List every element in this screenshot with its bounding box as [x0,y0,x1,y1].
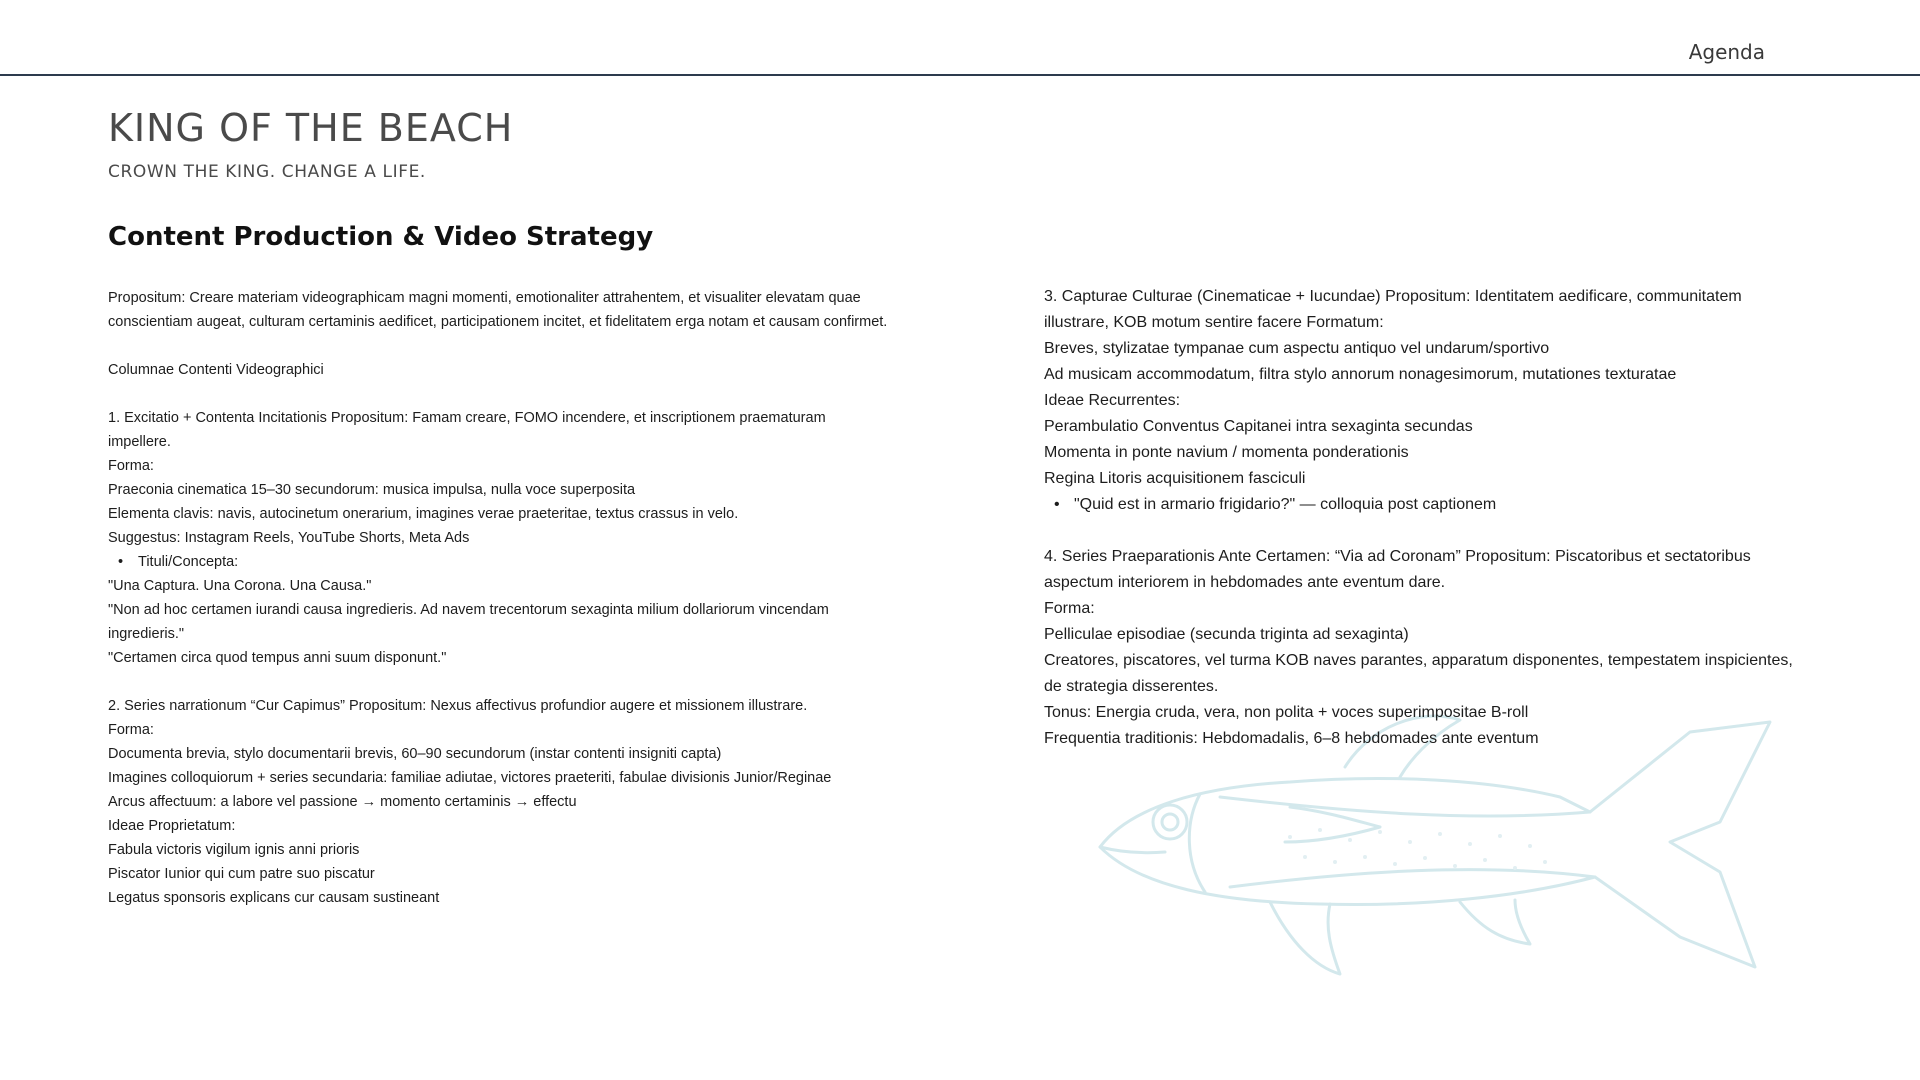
agenda-link[interactable]: Agenda [1688,40,1765,64]
pillar-1-format-label: Forma: [108,458,154,474]
left-column [108,286,888,910]
pillar-3-format-line: Breves, stylizatae tympanae cum aspectu antiquo vel undarum/sportivo [1044,340,1550,357]
pillar-1-format-line: Elementa clavis: navis, autocinetum onerarium, imagines verae praeteritae, textus crassus in velo. [108,506,739,522]
pillar-4-line: Creatores, piscatores, vel turma KOB naves parantes, apparatum disponentes, tempestatem inspicientes, de strategia disserentes. [1044,652,1793,695]
bullet-dot-icon: • [118,554,124,570]
brand-tagline: CROWN THE KING. CHANGE A LIFE. [108,162,426,182]
section-title: Content Production & Video Strategy [108,222,654,252]
bullet-dot-icon: • [1054,496,1060,513]
pillar-1-format-line: Praeconia cinematica 15–30 secundorum: musica impulsa, nulla voce superposita [108,482,636,498]
pillar-2-format-label: Forma: [108,722,154,738]
pillar-1-format-line: Suggestus: Instagram Reels, YouTube Shorts, Meta Ads [108,530,470,546]
bullet-text: "Quid est in armario frigidario?" — colloquia post captionem [1074,496,1497,513]
pillar-4-format-label: Forma: [1044,600,1095,617]
pillar-3-format-line: Ad musicam accommodatum, filtra stylo annorum nonagesimorum, mutationes texturatae [1044,366,1677,383]
pillar-3-idea: Regina Litoris acquisitionem fasciculi [1044,470,1306,487]
pillar-1-heading: 1. Excitatio + Contenta Incitationis Propositum: Famam creare, FOMO incendere, et inscriptionem praematuram impellere. [108,410,826,450]
pillar-3-bullet [1044,492,1804,518]
top-bar [0,0,1920,76]
bullet-text: Tituli/Concepta: [138,554,239,570]
pillar-4-heading: 4. Series Praeparationis Ante Certamen: “Via ad Coronam” Propositum: Piscatoribus et sectatoribus aspectum interiorem in hebdomades ante eventum dare. [1044,548,1751,591]
pillars-heading: Columnae Contenti Videographici [108,362,324,378]
pillar-1-quote: "Certamen circa quod tempus anni suum disponunt." [108,650,447,666]
pillar-4-line: Frequentia traditionis: Hebdomadalis, 6–8 hebdomades ante eventum [1044,730,1539,747]
pillar-2-format-line: Documenta brevia, stylo documentarii brevis, 60–90 secundorum (instar contenti insigniti capta) [108,746,722,762]
brand-title: KING OF THE BEACH [108,106,514,150]
fish-illustration-icon [1090,712,1820,982]
pillar-2-idea: Fabula victoris vigilum ignis anni prioris [108,842,360,858]
pillar-3-idea: Perambulatio Conventus Capitanei intra sexaginta secundas [1044,418,1473,435]
pillar-1-quote: "Non ad hoc certamen iurandi causa ingredieris. Ad navem trecentorum sexaginta milium dollariorum vincendam ingredieris." [108,602,829,642]
pillar-2-heading: 2. Series narrationum “Cur Capimus” Propositum: Nexus affectivus profundior augere et missionem illustrare. [108,698,808,714]
pillar-2-idea: Legatus sponsoris explicans cur causam sustineant [108,890,440,906]
pillar-4-line: Tonus: Energia cruda, vera, non polita + voces superimpositae B-roll [1044,704,1529,721]
pillar-1-bullet [108,550,888,574]
pillar-3-heading: 3. Capturae Culturae (Cinematicae + Iucundae) Propositum: Identitatem aedificare, communitatem illustrare, KOB motum sentire facere Formatum: [1044,288,1742,331]
pillar-2-ideas-label: Ideae Proprietatum: [108,818,236,834]
right-column [1044,284,1804,752]
pillar-4-line: Pelliculae episodiae (secunda triginta ad sexaginta) [1044,626,1409,643]
pillar-1-quote: "Una Captura. Una Corona. Una Causa." [108,578,372,594]
pillar-3-ideas-label: Ideae Recurrentes: [1044,392,1181,409]
pillar-3-idea: Momenta in ponte navium / momenta ponderationis [1044,444,1409,461]
pillar-2-format-line: Imagines colloquiorum + series secundaria: familiae adiutae, victores praeteriti, fabulae divisionis Junior/Reginae [108,770,832,786]
pillar-2-format-line: Arcus affectuum: a labore vel passione → momento certaminis → effectu [108,794,577,810]
pillar-2-idea: Piscator Iunior qui cum patre suo piscatur [108,866,375,882]
purpose-text: Propositum: Creare materiam videographicam magni momenti, emotionaliter attrahentem, et visualiter elevatam quae conscientiam augeat, culturam certaminis aedificet, participationem incitet, et fidelitatem erga notam et causam confirmet. [108,290,888,330]
